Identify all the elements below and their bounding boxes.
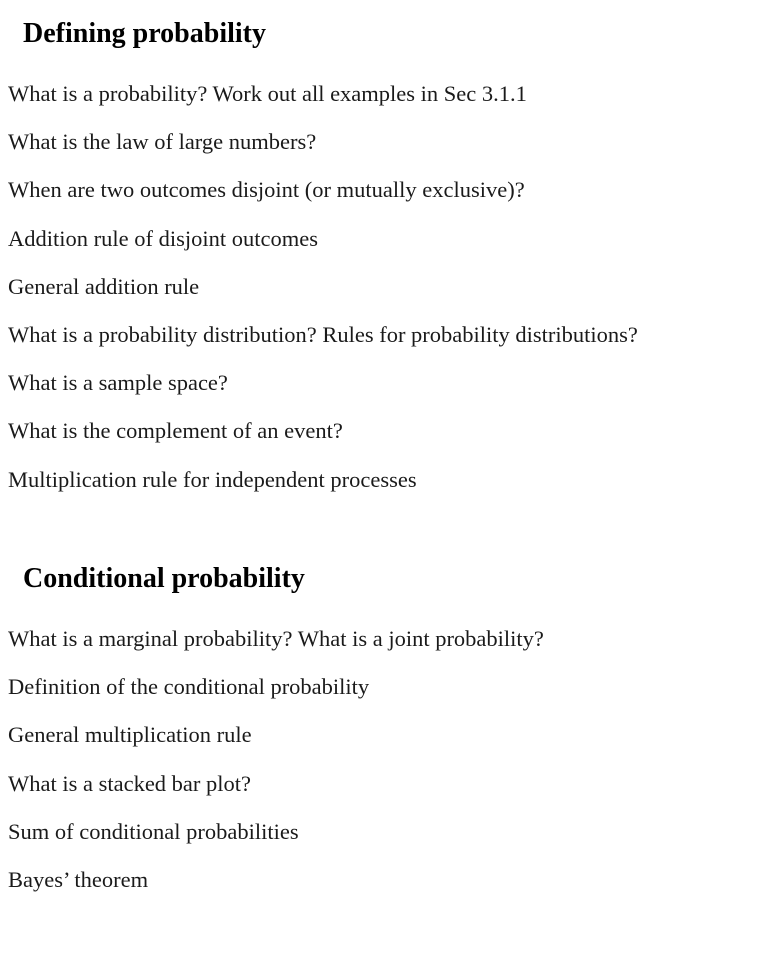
topic-item: General multiplication rule (8, 722, 252, 748)
topic-list (0, 83, 760, 517)
topic-item: What is a sample space? (8, 370, 228, 396)
topic-item: Multiplication rule for independent processes (8, 466, 417, 492)
topic-item: Bayes’ theorem (8, 866, 149, 892)
topic-item: Addition rule of disjoint outcomes (8, 225, 318, 251)
topic-list (0, 628, 760, 917)
topic-item: Sum of conditional probabilities (8, 818, 299, 844)
topic-item: What is the complement of an event? (8, 418, 343, 444)
topic-item: When are two outcomes disjoint (or mutually exclusive)? (8, 177, 525, 203)
topic-item: General addition rule (8, 273, 200, 299)
section-conditional-probability (0, 559, 760, 917)
topic-item: What is the law of large numbers? (8, 129, 317, 155)
topic-item: What is a probability distribution? Rules for probability distributions? (8, 321, 638, 347)
topic-item: What is a marginal probability? What is a joint probability? (8, 626, 544, 651)
section-heading: Conditional probability (23, 563, 305, 594)
topic-item: Definition of the conditional probability (8, 674, 370, 700)
section-heading: Defining probability (23, 18, 266, 49)
section-defining-probability (0, 14, 760, 517)
topic-item: What is a probability? Work out all examples in Sec 3.1.1 (8, 81, 527, 106)
topic-item: What is a stacked bar plot? (8, 770, 252, 796)
